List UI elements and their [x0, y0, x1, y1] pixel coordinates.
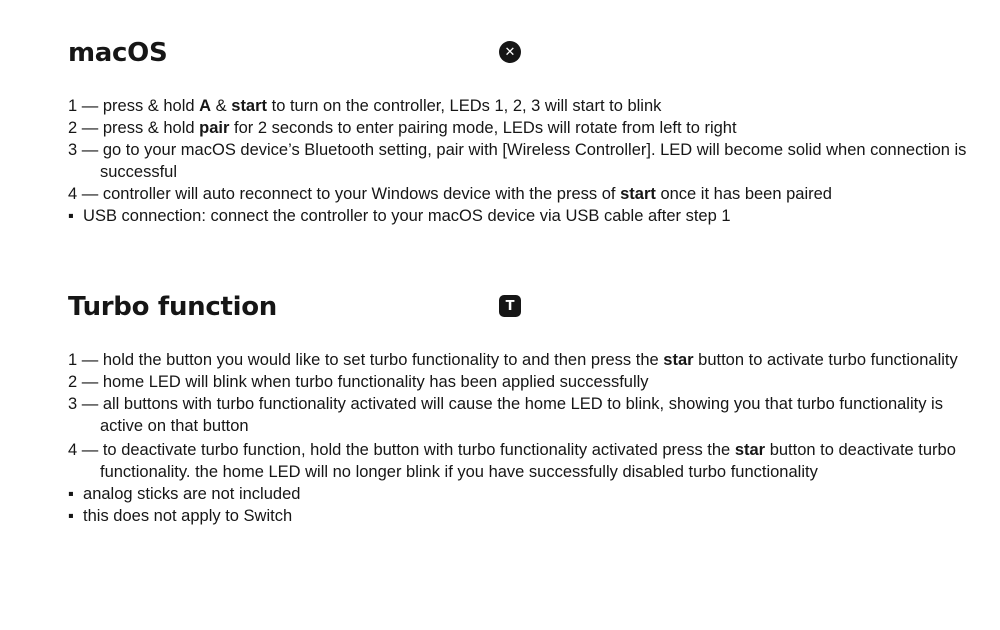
x-circle-icon: [499, 41, 521, 63]
bullet-icon: ▪: [68, 507, 74, 525]
macos-step-2: 2 — press & hold pair for 2 seconds to enter pairing mode, LEDs will rotate from left to right: [68, 119, 737, 137]
t-square-glyph: T: [505, 298, 515, 314]
turbo-heading: Turbo function: [68, 292, 277, 322]
bullet-icon: ▪: [68, 485, 74, 503]
turbo-step-1: 1 — hold the button you would like to set turbo functionality to and then press the star button to activate turbo functionality: [68, 351, 958, 369]
turbo-bullet-analog: ▪ analog sticks are not included: [68, 485, 301, 503]
macos-steps-list: [68, 95, 968, 227]
macos-bullet-usb: ▪ USB connection: connect the controller to your macOS device via USB cable after step 1: [68, 207, 731, 225]
x-circle-glyph: ✕: [504, 44, 516, 60]
turbo-step-4: 4 — to deactivate turbo function, hold the button with turbo functionality activated press the star button to deactivate turbo functionality. the home LED will no longer blink if you have successfully disabled turbo functionality: [68, 441, 956, 481]
turbo-step-3: 3 — all buttons with turbo functionality activated will cause the home LED to blink, showing you that turbo functionality is active on that button: [68, 395, 943, 435]
macos-step-3: 3 — go to your macOS device’s Bluetooth setting, pair with [Wireless Controller]. LED will become solid when connection is successful: [68, 141, 967, 181]
macos-step-4: 4 — controller will auto reconnect to your Windows device with the press of start once it has been paired: [68, 185, 832, 203]
t-square-icon: [499, 295, 521, 317]
turbo-step-2: 2 — home LED will blink when turbo functionality has been applied successfully: [68, 373, 649, 391]
macos-step-1: 1 — press & hold A & start to turn on the controller, LEDs 1, 2, 3 will start to blink: [68, 97, 662, 115]
turbo-steps-list: [68, 349, 968, 527]
macos-heading: macOS: [68, 38, 168, 68]
turbo-bullet-switch: ▪ this does not apply to Switch: [68, 507, 293, 525]
bullet-icon: ▪: [68, 207, 74, 225]
